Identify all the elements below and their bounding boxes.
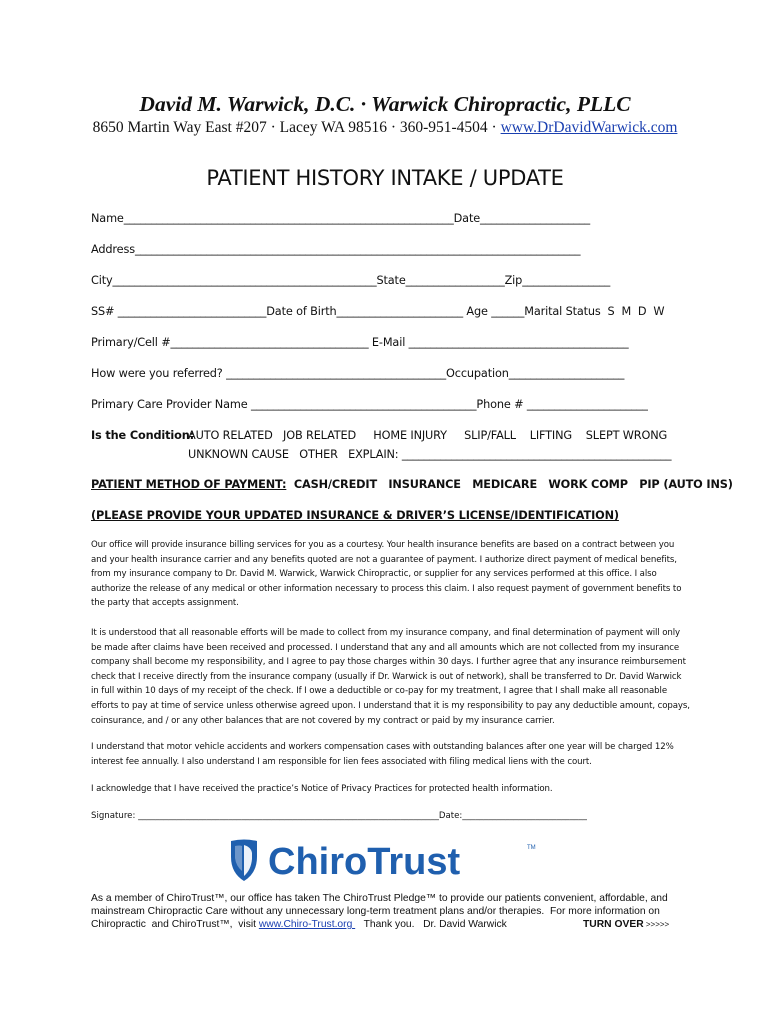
- pcp-phone-field[interactable]: Primary Care Provider Name _________________________________________Phone # ______________________: [91, 398, 648, 411]
- footer-line-3: [91, 919, 507, 930]
- address-text: 8650 Martin Way East #207 · Lacey WA 98516 · 360-951-4504 ·: [92, 119, 501, 136]
- payment-section: [91, 478, 733, 491]
- chirotrust-link[interactable]: www.Chiro-Trust.org: [258, 919, 356, 930]
- footer-line-3-prefix: Chiropractic and ChiroTrust™, visit: [91, 919, 259, 930]
- website-link[interactable]: www.DrDavidWarwick.com: [500, 119, 678, 136]
- footer-line-2: mainstream Chiropractic Care without any unnecessary long-term treatment plans and/or therapies. For more information on: [91, 906, 660, 917]
- billing-paragraph: Our office will provide insurance billing services for you as a courtesy. Your health insurance benefits are based on a contract between you and your health insurance carrier and any benefits quoted are not a guarantee of payment. I authorize direct payment of medical benefits, from my insurance company to Dr. David M. Warwick, Warwick Chiropractic, or supplier for any services performed at this office. I also authorize the release of any medical or other information necessary to process this claim. I also request payment of government benefits to the party that accepts assignment.: [91, 540, 682, 609]
- turn-over-arrows: >>>>>: [643, 920, 670, 929]
- logo-wordmark: ChiroTrust: [268, 841, 461, 883]
- responsibility-paragraph: It is understood that all reasonable efforts will be made to collect from my insurance company, and final determination of payment will only be made after claims have been received and processed. I understand that any and all amounts which are not collected from my insurance company shall become my responsibility, and I agree to pay those charges within 30 days. I further agree that any insurance reimbursement check that I receive directly from the insurance company (usually if Dr. Warwick is out of network), shall be transferred to Dr. David Warwick in full within 10 days of my receipt of the check. If I owe a deductible or co-pay for my treatment, I agree that I shall make all reasonable efforts to pay at time of service unless otherwise agreed upon. I understand that it is my responsibility to pay any deductible amount, copays, coinsurance, and / or any other balances that are not covered by my contract or paid by my insurance carrier.: [91, 628, 690, 726]
- chirotrust-logo: [226, 837, 546, 883]
- condition-explain[interactable]: UNKNOWN CAUSE OTHER EXPLAIN: _________________________________________________: [188, 448, 672, 461]
- practice-address: [0, 119, 770, 137]
- payment-label: PATIENT METHOD OF PAYMENT:: [91, 478, 287, 491]
- turn-over: [583, 919, 669, 930]
- signature-date-field[interactable]: Signature: ______________________________________________________________________Date:_____________________________: [91, 811, 587, 821]
- form-title: PATIENT HISTORY INTAKE / UPDATE: [206, 166, 564, 190]
- phone-email-field[interactable]: Primary/Cell #____________________________________ E-Mail ________________________________________: [91, 336, 629, 349]
- privacy-paragraph: I acknowledge that I have received the practice’s Notice of Privacy Practices for protected health information.: [91, 784, 553, 794]
- footer-thanks: Thank you. Dr. David Warwick: [355, 919, 507, 930]
- condition-label: Is the Condition:: [91, 429, 194, 442]
- insurance-notice: (PLEASE PROVIDE YOUR UPDATED INSURANCE & DRIVER’S LICENSE/IDENTIFICATION): [91, 509, 619, 522]
- interest-paragraph: I understand that motor vehicle accidents and workers compensation cases with outstanding balances after one year will be charged 12% interest fee annually. I also understand I am responsible for lien fees associated with filing medical liens with the court.: [91, 742, 674, 767]
- shield-icon: [231, 840, 257, 882]
- address-field[interactable]: Address_________________________________________________________________________________: [91, 243, 581, 256]
- ss-dob-age-marital-field[interactable]: SS# ___________________________Date of Birth_______________________ Age ______Marital Status S M D W: [91, 305, 665, 318]
- payment-options[interactable]: CASH/CREDIT INSURANCE MEDICARE WORK COMP PIP (AUTO INS): [293, 478, 733, 491]
- practice-name: David M. Warwick, D.C. · Warwick Chiropractic, PLLC: [139, 92, 631, 116]
- condition-options[interactable]: AUTO RELATED JOB RELATED HOME INJURY SLIP/FALL LIFTING SLEPT WRONG: [188, 429, 668, 442]
- footer-line-1: As a member of ChiroTrust™, our office has taken The ChiroTrust Pledge™ to provide our patients convenient, affordable, and: [91, 893, 668, 904]
- city-state-zip-field[interactable]: City________________________________________________State__________________Zip________________: [91, 274, 611, 287]
- turn-over-label: TURN OVER: [583, 919, 644, 930]
- name-date-field[interactable]: Name____________________________________________________________Date____________________: [91, 212, 591, 225]
- logo-tm: TM: [527, 845, 536, 851]
- referred-occupation-field[interactable]: How were you referred? ________________________________________Occupation_____________________: [91, 367, 625, 380]
